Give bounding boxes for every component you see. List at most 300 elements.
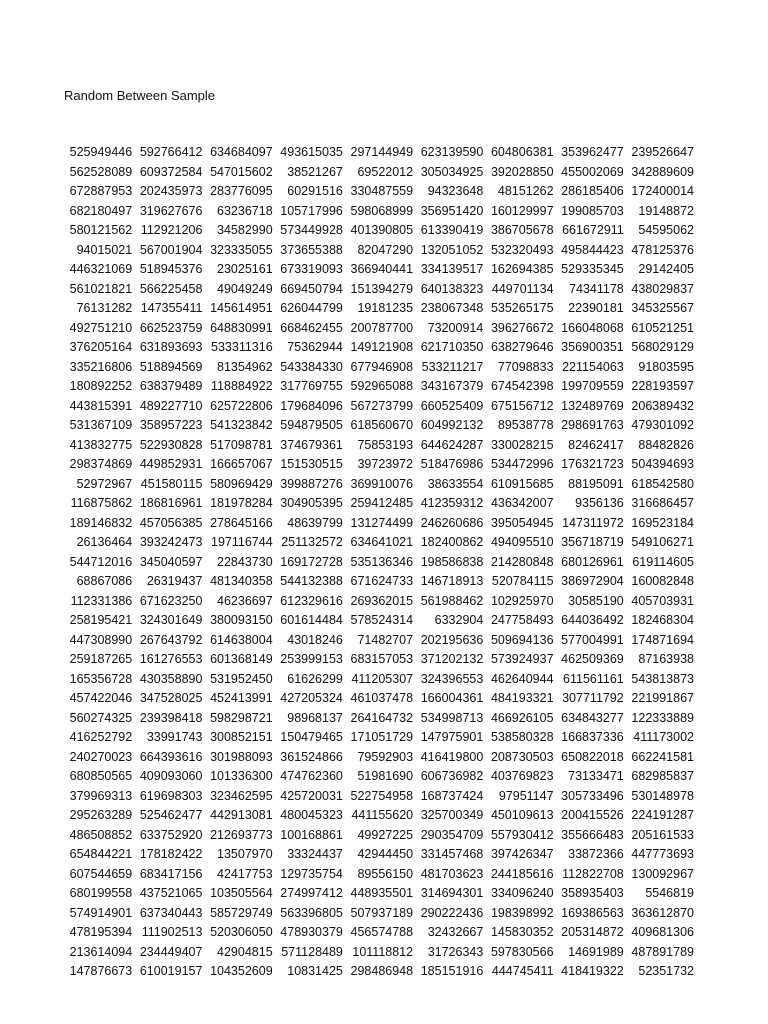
table-cell: 319627676 — [139, 203, 203, 218]
table-cell: 132051052 — [420, 242, 484, 257]
table-cell: 102925970 — [490, 593, 554, 608]
table-cell: 450109613 — [490, 808, 554, 822]
table-row — [62, 962, 694, 982]
table-cell: 49049249 — [217, 281, 273, 296]
table-cell: 300852151 — [210, 730, 273, 744]
table-cell: 607544659 — [69, 866, 133, 881]
table-cell: 507937189 — [350, 905, 414, 920]
table-row — [62, 533, 694, 553]
table-cell: 430358890 — [139, 671, 203, 686]
table-cell: 481340358 — [210, 574, 273, 588]
table-row — [62, 904, 694, 924]
table-cell: 214280848 — [490, 554, 554, 569]
table-cell: 654844221 — [69, 847, 133, 861]
table-cell: 101118812 — [352, 944, 414, 959]
table-cell: 42417753 — [217, 866, 273, 881]
table-cell: 168737424 — [420, 788, 484, 803]
table-row — [62, 826, 694, 846]
table-cell: 518476986 — [420, 457, 484, 471]
table-cell: 452413991 — [210, 691, 273, 705]
table-cell: 638279646 — [490, 340, 554, 354]
table-cell: 427205324 — [280, 691, 343, 705]
table-cell: 606736982 — [420, 769, 484, 783]
table-cell: 81354962 — [217, 359, 273, 374]
table-cell: 675156712 — [490, 398, 554, 413]
table-cell: 409681306 — [631, 925, 694, 939]
table-cell: 395054945 — [490, 515, 554, 530]
table-cell: 480045323 — [280, 808, 343, 822]
table-cell: 541323842 — [210, 418, 273, 432]
table-row — [62, 494, 694, 514]
table-cell: 87163938 — [638, 652, 694, 666]
table-cell: 100168861 — [280, 827, 343, 842]
table-cell: 345040597 — [139, 554, 203, 569]
table-cell: 9356136 — [575, 496, 624, 510]
table-cell: 73133471 — [568, 769, 624, 783]
table-cell: 145830352 — [490, 925, 554, 939]
table-row — [62, 475, 694, 495]
table-cell: 259412485 — [350, 496, 414, 510]
table-cell: 462640944 — [490, 671, 554, 686]
table-row — [62, 806, 694, 826]
table-cell: 462509369 — [561, 652, 624, 666]
table-cell: 580121562 — [69, 223, 133, 237]
table-cell: 411205307 — [351, 671, 414, 686]
table-cell: 179684096 — [280, 398, 343, 413]
table-cell: 444745411 — [491, 964, 554, 978]
table-cell: 160082848 — [631, 574, 694, 588]
table-row — [62, 397, 694, 417]
table-cell: 297144949 — [350, 145, 414, 159]
table-cell: 91803595 — [638, 359, 694, 374]
table-cell: 161276553 — [139, 652, 203, 666]
table-row — [62, 553, 694, 573]
table-cell: 662523759 — [139, 320, 203, 335]
table-cell: 492751210 — [69, 320, 133, 335]
table-cell: 577004991 — [561, 632, 624, 647]
table-cell: 674542398 — [490, 379, 554, 393]
table-cell: 533311316 — [211, 340, 273, 354]
table-cell: 122333889 — [631, 710, 694, 725]
table-cell: 371202132 — [420, 652, 484, 666]
table-cell: 169172728 — [280, 554, 343, 569]
table-cell: 33872366 — [568, 847, 624, 861]
table-cell: 366940441 — [350, 262, 414, 276]
table-cell: 54595062 — [638, 223, 694, 237]
table-cell: 451580115 — [140, 476, 203, 491]
table-cell: 409093060 — [139, 769, 203, 783]
table-cell: 673319093 — [280, 262, 343, 276]
table-cell: 611561161 — [563, 671, 624, 686]
table-cell: 566225458 — [139, 281, 203, 296]
table-cell: 610915685 — [490, 476, 554, 491]
table-cell: 77098833 — [497, 359, 554, 374]
table-cell: 680850565 — [69, 769, 133, 783]
table-cell: 634641021 — [350, 535, 414, 549]
table-cell: 33991743 — [146, 730, 203, 744]
table-cell: 386705678 — [490, 223, 554, 237]
table-cell: 494095510 — [490, 535, 554, 549]
table-cell: 221154063 — [562, 359, 624, 374]
table-cell: 486508852 — [69, 827, 133, 842]
table-cell: 74341178 — [569, 281, 624, 296]
table-cell: 592965088 — [350, 379, 414, 393]
table-cell: 185151916 — [420, 964, 484, 978]
table-cell: 411173002 — [633, 730, 694, 744]
table-cell: 416419800 — [420, 749, 484, 764]
table-cell: 571128489 — [281, 944, 343, 959]
table-cell: 392028850 — [490, 164, 554, 179]
table-cell: 625722806 — [210, 398, 273, 413]
table-cell: 221991867 — [631, 691, 694, 705]
table-cell: 563396805 — [280, 905, 343, 920]
table-cell: 418419322 — [561, 964, 624, 978]
table-cell: 38521267 — [287, 164, 343, 179]
table-cell: 174871694 — [631, 632, 694, 647]
table-row — [62, 650, 694, 670]
table-cell: 6332904 — [434, 613, 484, 627]
table-cell: 46236697 — [217, 593, 273, 608]
table-cell: 356951420 — [420, 203, 484, 218]
table-cell: 68867086 — [76, 574, 133, 588]
table-cell: 380093150 — [210, 613, 273, 627]
table-cell: 286185406 — [561, 184, 624, 198]
table-cell: 561988462 — [420, 593, 484, 608]
table-cell: 200415526 — [561, 808, 624, 822]
table-cell: 181978284 — [210, 496, 273, 510]
table-cell: 103505564 — [210, 886, 273, 900]
table-cell: 638379489 — [139, 379, 203, 393]
table-cell: 325700349 — [420, 808, 484, 822]
table-cell: 478125376 — [631, 242, 694, 257]
table-cell: 640138323 — [420, 281, 484, 296]
table-cell: 522754958 — [350, 788, 414, 803]
table-cell: 634843277 — [561, 710, 624, 725]
table-cell: 618542580 — [631, 476, 694, 491]
table-cell: 355666483 — [561, 827, 624, 842]
table-cell: 147876673 — [69, 964, 133, 978]
table-row — [62, 631, 694, 651]
table-cell: 604992132 — [420, 418, 484, 432]
table-cell: 182468304 — [631, 613, 694, 627]
table-row — [62, 748, 694, 768]
table-cell: 680199558 — [69, 886, 133, 900]
table-cell: 112822708 — [562, 866, 624, 881]
table-cell: 446321069 — [69, 262, 133, 276]
table-cell: 543813873 — [631, 671, 694, 686]
table-cell: 151530515 — [280, 457, 343, 471]
table-cell: 661672911 — [562, 223, 624, 237]
table-cell: 334139517 — [420, 262, 484, 276]
table-cell: 171051729 — [350, 730, 414, 744]
table-row — [62, 689, 694, 709]
table-cell: 94015021 — [76, 242, 133, 257]
table-cell: 88195091 — [568, 476, 624, 491]
table-cell: 26136464 — [76, 535, 133, 549]
table-cell: 75853193 — [357, 437, 414, 452]
table-cell: 239526647 — [631, 145, 694, 159]
table-cell: 274997412 — [280, 886, 343, 900]
table-cell: 60291516 — [287, 184, 343, 198]
table-row — [62, 572, 694, 592]
table-cell: 386972904 — [561, 574, 624, 588]
table-cell: 166837336 — [561, 730, 624, 744]
table-cell: 535136346 — [350, 554, 414, 569]
table-cell: 111902513 — [141, 925, 203, 939]
table-cell: 633752920 — [139, 827, 203, 842]
table-cell: 169523184 — [631, 515, 694, 530]
table-cell: 672887953 — [69, 184, 133, 198]
table-cell: 76131282 — [76, 301, 133, 315]
table-cell: 317769755 — [280, 379, 343, 393]
table-row — [62, 884, 694, 904]
table-row — [62, 455, 694, 475]
table-cell: 598068999 — [350, 203, 414, 218]
table-cell: 660525409 — [420, 398, 484, 413]
table-cell: 671623250 — [139, 593, 203, 608]
table-cell: 105717996 — [280, 203, 343, 218]
table-cell: 530148978 — [631, 788, 694, 803]
table-cell: 403769823 — [490, 769, 554, 783]
table-cell: 531367109 — [69, 418, 133, 432]
table-cell: 363612870 — [631, 905, 694, 920]
table-cell: 48151262 — [497, 184, 554, 198]
table-cell: 574914901 — [69, 905, 133, 920]
table-cell: 31726343 — [427, 944, 484, 959]
table-cell: 560274325 — [69, 710, 133, 725]
table-cell: 592766412 — [139, 145, 203, 159]
table-cell: 176321723 — [561, 457, 624, 471]
table-cell: 305733496 — [561, 788, 624, 803]
table-cell: 198586838 — [420, 554, 484, 569]
table-cell: 26319437 — [146, 574, 203, 588]
table-cell: 202195636 — [420, 632, 484, 647]
table-cell: 206389432 — [631, 398, 694, 413]
table-cell: 162694385 — [490, 262, 554, 276]
table-cell: 412359312 — [420, 496, 484, 510]
table-cell: 172400014 — [631, 184, 694, 198]
table-cell: 568029129 — [631, 340, 694, 354]
table-cell: 543384330 — [280, 359, 343, 374]
table-cell: 683417156 — [139, 866, 203, 881]
table-cell: 42944450 — [357, 847, 414, 861]
table-cell: 19148872 — [638, 203, 694, 218]
table-cell: 324301649 — [139, 613, 203, 627]
table-cell: 448935501 — [350, 886, 414, 900]
table-cell: 82462417 — [568, 437, 624, 452]
table-cell: 534472996 — [490, 457, 554, 471]
table-cell: 147355411 — [140, 301, 203, 315]
table-row — [62, 319, 694, 339]
table-cell: 205314872 — [561, 925, 624, 939]
table-cell: 239398418 — [139, 710, 203, 725]
table-cell: 443815391 — [69, 398, 133, 413]
table-cell: 198398992 — [490, 905, 554, 920]
table-cell: 393242473 — [139, 535, 203, 549]
table-cell: 623139590 — [420, 145, 484, 159]
table-cell: 104352609 — [210, 964, 273, 978]
table-cell: 295263289 — [69, 808, 133, 822]
table-cell: 457056385 — [139, 515, 203, 530]
table-cell: 457422046 — [69, 691, 133, 705]
table-cell: 449852931 — [139, 457, 203, 471]
table-row — [62, 767, 694, 787]
table-cell: 244185616 — [490, 866, 554, 881]
table-body — [62, 143, 694, 982]
table-row — [62, 670, 694, 690]
table-cell: 518945376 — [139, 262, 203, 276]
table-cell: 405703931 — [631, 593, 694, 608]
table-cell: 116875862 — [70, 496, 133, 510]
table-cell: 51981690 — [357, 769, 414, 783]
table-cell: 677946908 — [350, 359, 414, 374]
table-row — [62, 358, 694, 378]
table-cell: 644624287 — [420, 437, 484, 452]
table-cell: 520306050 — [210, 925, 273, 939]
table-cell: 683157053 — [350, 652, 414, 666]
table-cell: 82047290 — [357, 242, 414, 257]
table-cell: 631893693 — [139, 340, 203, 354]
table-cell: 189146832 — [69, 515, 133, 530]
table-cell: 199709559 — [561, 379, 624, 393]
table-cell: 481703623 — [420, 866, 484, 881]
table-cell: 399887276 — [280, 476, 343, 491]
table-cell: 151394279 — [350, 281, 414, 296]
table-cell: 88482826 — [638, 437, 694, 452]
table-cell: 493615035 — [280, 145, 343, 159]
table-cell: 347528025 — [139, 691, 203, 705]
table-row — [62, 338, 694, 358]
table-cell: 532320493 — [490, 242, 554, 257]
table-cell: 517098781 — [210, 437, 273, 452]
table-cell: 529335345 — [561, 262, 624, 276]
table-cell: 32432667 — [427, 925, 484, 939]
table-cell: 283776095 — [210, 184, 273, 198]
table-cell: 578524314 — [350, 613, 414, 627]
table-cell: 61626299 — [287, 671, 343, 686]
table-cell: 180892252 — [69, 379, 133, 393]
table-cell: 379969313 — [69, 788, 133, 803]
table-cell: 205161533 — [631, 827, 694, 842]
table-cell: 98968137 — [287, 710, 343, 725]
table-cell: 240270023 — [69, 749, 133, 764]
table-cell: 48639799 — [287, 515, 343, 530]
table-cell: 259187265 — [69, 652, 133, 666]
table-cell: 356718719 — [561, 535, 624, 549]
table-row — [62, 728, 694, 748]
table-cell: 567273799 — [350, 398, 414, 413]
table-cell: 621710350 — [420, 340, 484, 354]
table-cell: 573924937 — [490, 652, 554, 666]
table-cell: 324396553 — [420, 671, 484, 686]
table-cell: 609372584 — [139, 164, 203, 179]
table-cell: 89538778 — [497, 418, 554, 432]
table-row — [62, 845, 694, 865]
table-cell: 228193597 — [631, 379, 694, 393]
table-row — [62, 143, 694, 163]
table-cell: 356900351 — [561, 340, 624, 354]
table-cell: 449701134 — [491, 281, 554, 296]
table-cell: 290222436 — [420, 905, 484, 920]
table-cell: 567001904 — [139, 242, 203, 257]
table-cell: 682985837 — [631, 769, 694, 783]
table-cell: 298691763 — [561, 418, 624, 432]
table-cell: 610521251 — [631, 320, 694, 335]
table-cell: 334096240 — [490, 886, 554, 900]
table-cell: 474762360 — [280, 769, 343, 783]
table-cell: 160129997 — [490, 203, 554, 218]
table-cell: 14691989 — [568, 944, 624, 959]
table-cell: 238067348 — [420, 301, 484, 315]
table-cell: 518894569 — [139, 359, 203, 374]
table-cell: 619114605 — [632, 554, 694, 569]
table-cell: 533211217 — [421, 359, 484, 374]
table-row — [62, 221, 694, 241]
table-cell: 89556150 — [357, 866, 414, 881]
table-cell: 34582990 — [217, 223, 273, 237]
table-cell: 549106271 — [631, 535, 694, 549]
table-cell: 525462477 — [139, 808, 203, 822]
table-cell: 129735754 — [280, 866, 343, 881]
table-cell: 461037478 — [350, 691, 414, 705]
table-cell: 52972967 — [76, 476, 133, 491]
table-cell: 557930412 — [490, 827, 554, 842]
table-row — [62, 592, 694, 612]
table-row — [62, 182, 694, 202]
table-cell: 71482707 — [357, 632, 414, 647]
table-cell: 166657067 — [210, 457, 273, 471]
table-cell: 489227710 — [139, 398, 203, 413]
table-cell: 487891789 — [631, 944, 694, 959]
table-cell: 169386563 — [561, 905, 624, 920]
table-cell: 267643792 — [139, 632, 203, 647]
table-cell: 594879505 — [280, 418, 343, 432]
table-cell: 495844423 — [561, 242, 624, 257]
table-cell: 668462455 — [280, 320, 343, 335]
table-cell: 353962477 — [561, 145, 624, 159]
table-cell: 202435973 — [139, 184, 203, 198]
table-cell: 39723972 — [357, 457, 414, 471]
table-cell: 466926105 — [490, 710, 554, 725]
table-cell: 13507970 — [217, 847, 273, 861]
table-cell: 601614484 — [280, 613, 343, 627]
table-cell: 118884922 — [211, 379, 273, 393]
table-cell: 304905395 — [280, 496, 343, 510]
table-row — [62, 436, 694, 456]
table-cell: 22843730 — [217, 554, 273, 569]
table-cell: 29142405 — [638, 262, 694, 276]
table-cell: 69522012 — [357, 164, 414, 179]
table-row — [62, 416, 694, 436]
table-cell: 212693773 — [210, 827, 273, 842]
table-cell: 573449928 — [280, 223, 343, 237]
table-cell: 147311972 — [562, 515, 624, 530]
table-cell: 38633554 — [427, 476, 484, 491]
table-cell: 644036492 — [561, 613, 624, 627]
table-cell: 145614951 — [210, 301, 273, 315]
table-cell: 150479465 — [280, 730, 343, 744]
table-cell: 23025161 — [217, 262, 273, 276]
table-cell: 269362015 — [350, 593, 414, 608]
table-cell: 330487559 — [350, 184, 414, 198]
table-cell: 637340443 — [139, 905, 203, 920]
table-cell: 447773693 — [631, 847, 694, 861]
table-cell: 94323648 — [427, 184, 484, 198]
table-cell: 290354709 — [420, 827, 484, 842]
table-row — [62, 514, 694, 534]
table-cell: 345325567 — [631, 301, 694, 315]
table-cell: 437521065 — [139, 886, 203, 900]
